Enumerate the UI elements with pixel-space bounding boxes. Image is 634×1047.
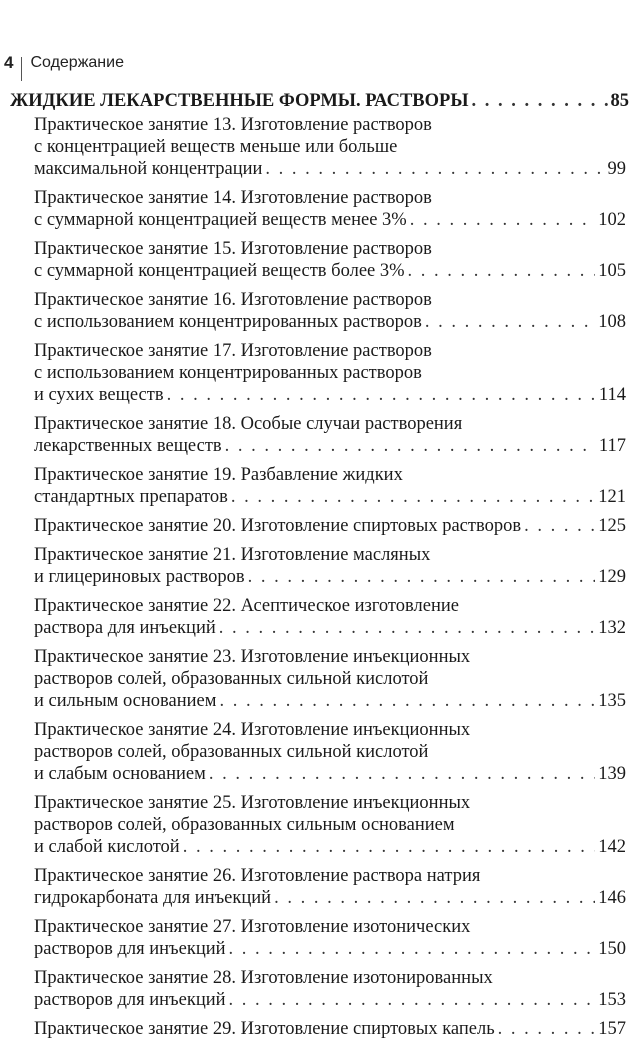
toc-entry-page: 153: [598, 990, 626, 1010]
toc-entry-page: 125: [598, 516, 626, 536]
toc-entry[interactable]: [34, 595, 626, 639]
toc-entry-line: с концентрацией веществ меньше или больше: [34, 137, 398, 157]
toc-entry[interactable]: [34, 464, 626, 508]
toc-entry-last-line: [34, 989, 626, 1011]
toc-entry-page: 102: [598, 210, 626, 230]
dot-leader: [219, 617, 596, 639]
toc-entry-text: и слабым основанием: [34, 764, 206, 784]
toc-entry[interactable]: [34, 967, 626, 1011]
dot-leader: [229, 938, 596, 960]
dot-leader: [498, 1018, 596, 1040]
toc-entry-last-line: [34, 158, 626, 180]
toc-entry-page: 117: [598, 436, 626, 456]
toc-entry-text: гидрокарбоната для инъекций: [34, 888, 272, 908]
toc-entry-last-line: [34, 260, 626, 282]
toc-entry-line: Практическое занятие 23. Изготовление инъекционных: [34, 647, 471, 667]
toc-section[interactable]: [10, 88, 629, 114]
toc-entry-line: растворов солей, образованных сильной кислотой: [34, 742, 429, 762]
toc-section-page: 85: [610, 91, 629, 111]
toc-entry-line: Практическое занятие 25. Изготовление инъекционных: [34, 793, 471, 813]
toc-entry-last-line: [34, 1018, 626, 1040]
toc-entry-page: 150: [598, 939, 626, 959]
dot-leader: [408, 260, 596, 282]
toc-entry-last-line: [34, 435, 626, 457]
toc-entry-last-line: [34, 311, 626, 333]
header-divider: [21, 57, 22, 81]
toc-entry-page: 129: [598, 567, 626, 587]
toc-section-line: [10, 88, 629, 114]
toc-entry-page: 146: [598, 888, 626, 908]
toc-entry-last-line: [34, 617, 626, 639]
toc-entry[interactable]: [34, 515, 626, 537]
dot-leader: [265, 158, 604, 180]
toc-entry-line: Практическое занятие 15. Изготовление растворов: [34, 239, 432, 259]
toc-entry-text: и слабой кислотой: [34, 837, 180, 857]
toc-entry[interactable]: [34, 238, 626, 282]
toc-entry-line: Практическое занятие 22. Асептическое изготовление: [34, 596, 459, 616]
toc-entry-page: 105: [598, 261, 626, 281]
toc-entry-page: 108: [598, 312, 626, 332]
toc-entry-line: растворов солей, образованных сильным основанием: [34, 815, 455, 835]
table-of-contents: [0, 88, 634, 1047]
toc-entry-line: Практическое занятие 27. Изготовление изотонических: [34, 917, 471, 937]
toc-entry-last-line: [34, 938, 626, 960]
toc-entry-line: Практическое занятие 18. Особые случаи растворения: [34, 414, 463, 434]
toc-entry-line: с использованием концентрированных растворов: [34, 363, 422, 383]
toc-entry-line: Практическое занятие 21. Изготовление масляных: [34, 545, 431, 565]
dot-leader: [472, 88, 608, 114]
dot-leader: [225, 435, 596, 457]
toc-entry-last-line: [34, 887, 626, 909]
page-number: 4: [4, 53, 14, 72]
toc-entry-line: Практическое занятие 26. Изготовление раствора натрия: [34, 866, 481, 886]
toc-entry-text: лекарственных веществ: [34, 436, 222, 456]
toc-entry-last-line: [34, 836, 626, 858]
toc-entry-last-line: [34, 515, 626, 537]
dot-leader: [274, 887, 595, 909]
toc-section-title: ЖИДКИЕ ЛЕКАРСТВЕННЫЕ ФОРМЫ. РАСТВОРЫ: [10, 91, 469, 111]
toc-entry[interactable]: [34, 544, 626, 588]
toc-entry-text: с суммарной концентрацией веществ более 3%: [34, 261, 405, 281]
dot-leader: [410, 209, 596, 231]
toc-entry[interactable]: [34, 413, 626, 457]
dot-leader: [209, 763, 595, 785]
toc-entry[interactable]: [34, 1018, 626, 1040]
toc-entry-line: Практическое занятие 13. Изготовление растворов: [34, 115, 432, 135]
toc-entry-page: 114: [598, 385, 626, 405]
toc-entry[interactable]: [34, 719, 626, 785]
running-header: [4, 50, 124, 76]
toc-entry-page: 121: [598, 487, 626, 507]
dot-leader: [183, 836, 596, 858]
toc-entry[interactable]: [34, 340, 626, 406]
toc-entry[interactable]: [34, 865, 626, 909]
dot-leader: [248, 566, 596, 588]
dot-leader: [524, 515, 595, 537]
toc-entry-page: 157: [598, 1019, 626, 1039]
toc-entry-text: стандартных препаратов: [34, 487, 228, 507]
dot-leader: [219, 690, 595, 712]
toc-entry-page: 132: [598, 618, 626, 638]
toc-entry-text: и сухих веществ: [34, 385, 164, 405]
toc-entry-last-line: [34, 384, 626, 406]
toc-entry-last-line: [34, 486, 626, 508]
toc-entry[interactable]: [34, 646, 626, 712]
toc-entry-line: Практическое занятие 28. Изготовление изотонированных: [34, 968, 493, 988]
toc-entry[interactable]: [34, 289, 626, 333]
toc-entry[interactable]: [34, 792, 626, 858]
toc-entry-text: и сильным основанием: [34, 691, 217, 711]
toc-entry[interactable]: [34, 114, 626, 180]
toc-entry-page: 139: [598, 764, 626, 784]
toc-entry[interactable]: [34, 187, 626, 231]
dot-leader: [231, 486, 595, 508]
dot-leader: [167, 384, 596, 406]
toc-entry-last-line: [34, 566, 626, 588]
toc-entry-page: 142: [598, 837, 626, 857]
toc-entry-text: и глицериновых растворов: [34, 567, 245, 587]
toc-entries: [0, 114, 634, 1040]
toc-entry-text: с использованием концентрированных растворов: [34, 312, 422, 332]
toc-entry-page: 135: [598, 691, 626, 711]
toc-entry-line: Практическое занятие 14. Изготовление растворов: [34, 188, 432, 208]
toc-entry-last-line: [34, 209, 626, 231]
toc-entry-line: Практическое занятие 19. Разбавление жидких: [34, 465, 403, 485]
header-title: Содержание: [30, 54, 124, 71]
toc-entry-text: растворов для инъекций: [34, 990, 226, 1010]
toc-entry-line: Практическое занятие 17. Изготовление растворов: [34, 341, 432, 361]
toc-entry-line: растворов солей, образованных сильной кислотой: [34, 669, 429, 689]
toc-entry-text: с суммарной концентрацией веществ менее 3%: [34, 210, 407, 230]
dot-leader: [229, 989, 596, 1011]
toc-entry-last-line: [34, 763, 626, 785]
toc-entry-text: раствора для инъекций: [34, 618, 216, 638]
toc-entry-text: Практическое занятие 20. Изготовление спиртовых растворов: [34, 516, 522, 536]
toc-entry-line: Практическое занятие 16. Изготовление растворов: [34, 290, 432, 310]
toc-entry-text: максимальной концентрации: [34, 159, 263, 179]
toc-entry-text: Практическое занятие 29. Изготовление спиртовых капель: [34, 1019, 495, 1039]
toc-entry-page: 99: [607, 159, 626, 179]
toc-entry-last-line: [34, 690, 626, 712]
toc-entry[interactable]: [34, 916, 626, 960]
dot-leader: [425, 311, 595, 333]
toc-entry-line: Практическое занятие 24. Изготовление инъекционных: [34, 720, 471, 740]
toc-entry-text: растворов для инъекций: [34, 939, 226, 959]
